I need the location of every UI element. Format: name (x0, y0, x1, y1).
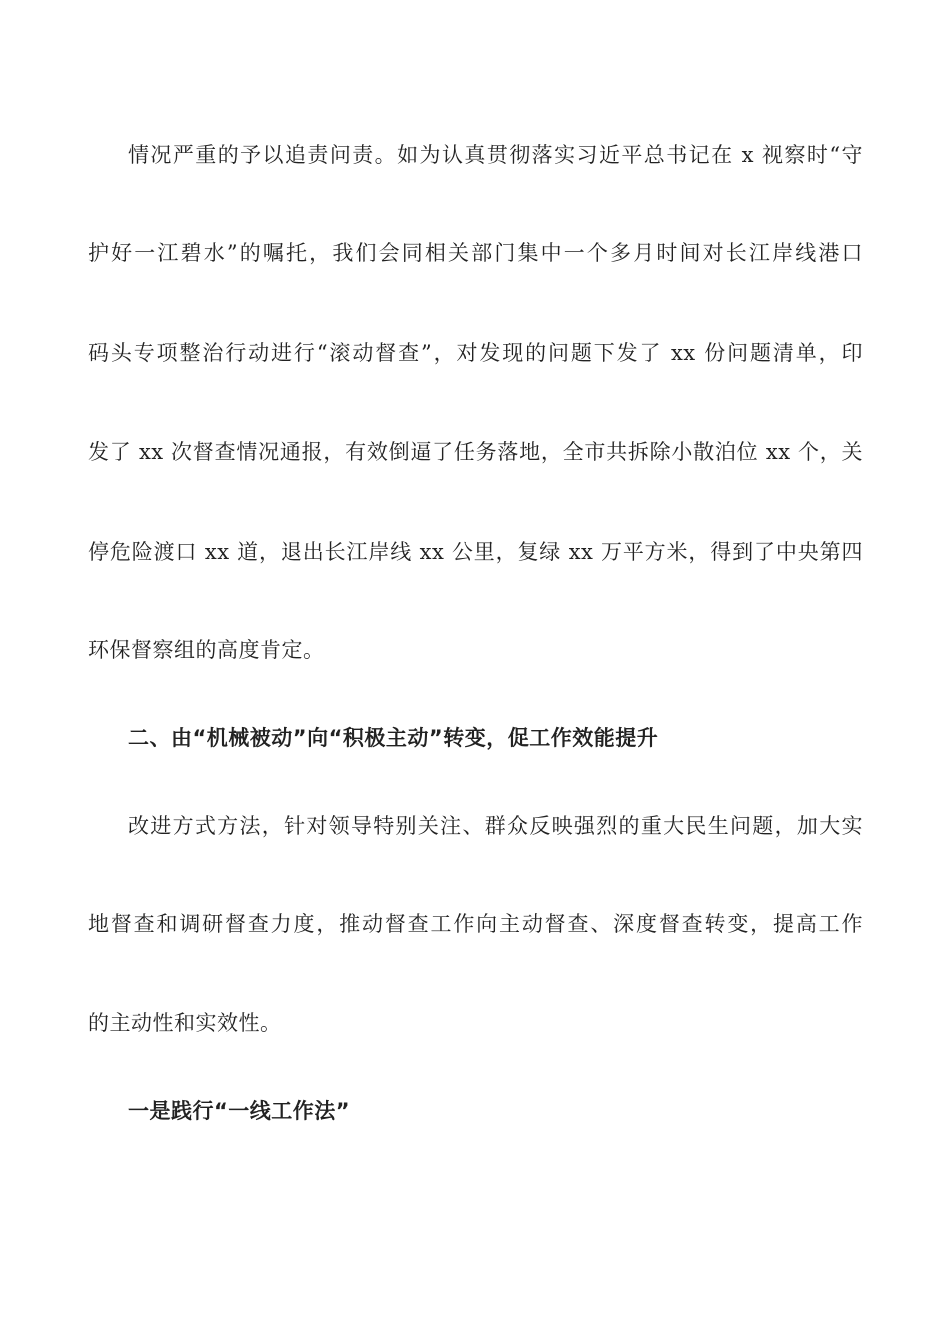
paragraph-line: 情况严重的予以追责问责。如为认真贯彻落实习近平总书记在 x 视察时“守 (128, 143, 863, 167)
paragraph-line: 护好一江碧水”的嘱托，我们会同相关部门集中一个多月时间对长江岸线港口 (88, 241, 863, 265)
paragraph-line: 改进方式方法，针对领导特别关注、群众反映强烈的重大民生问题，加大实 (128, 814, 863, 838)
paragraph-line: 码头专项整治行动进行“滚动督查”，对发现的问题下发了 xx 份问题清单，印 (88, 341, 863, 365)
paragraph-line: 发了 xx 次督查情况通报，有效倒逼了任务落地，全市共拆除小散泊位 xx 个，关 (88, 440, 863, 464)
paragraph-line: 的主动性和实效性。 (88, 1011, 282, 1035)
section-heading: 二、由“机械被动”向“积极主动”转变，促工作效能提升 (128, 726, 659, 750)
sub-heading: 一是践行“一线工作法” (128, 1099, 351, 1123)
paragraph-line: 停危险渡口 xx 道，退出长江岸线 xx 公里，复绿 xx 万平方米，得到了中央第四 (88, 540, 863, 564)
paragraph-line: 地督查和调研督查力度，推动督查工作向主动督查、深度督查转变，提高工作 (88, 912, 863, 936)
paragraph-line: 环保督察组的高度肯定。 (88, 638, 325, 662)
